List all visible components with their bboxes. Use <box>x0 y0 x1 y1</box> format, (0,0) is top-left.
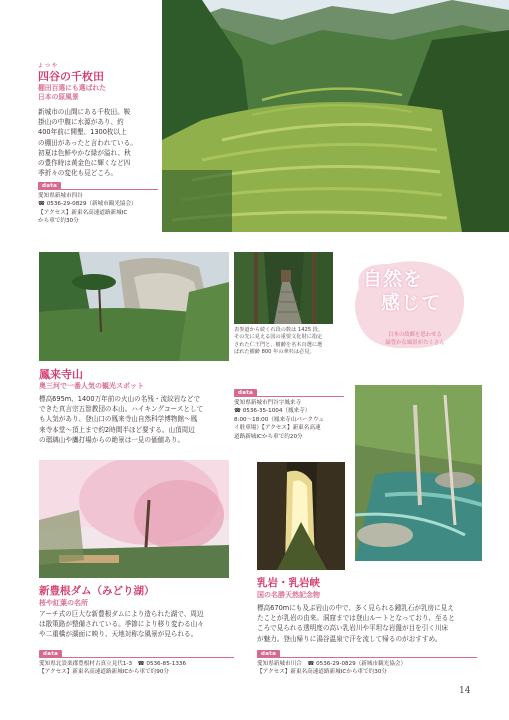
info-line: 8:00〜18:00（鳳来寺山パークウェ <box>234 416 324 423</box>
senmaida-body <box>38 107 160 178</box>
subtitle-line: 棚田百選にも選ばれた <box>38 84 106 92</box>
shintoyone-info <box>39 660 239 677</box>
cave-photo <box>257 462 345 570</box>
badge-tagline <box>365 332 465 347</box>
title-ruby: よつや <box>38 63 60 69</box>
body-line: 掛山の中腹に水源があり、約 <box>38 118 124 127</box>
data-tag: data <box>38 182 61 190</box>
horaiji-info <box>234 399 354 441</box>
info-line: 【アクセス】新東名高速道路新城IC <box>38 209 128 216</box>
page-number: 14 <box>459 686 471 696</box>
body-line: 来寺本堂〜頂上まで約2時間半ほど要する。山頂周辺 <box>39 425 195 434</box>
body-line: できた真言宗五智教団の本山。ハイキングコースとして <box>39 405 204 414</box>
shintoyone-subtitle: 桜や紅葉の名所 <box>39 599 88 607</box>
caption-line: された仁王門と、樹齢を名木百選に選 <box>234 341 323 348</box>
horaiji-subtitle: 奥三河で一番人気の観光スポット <box>39 382 144 390</box>
info-line: から車で約30分 <box>38 218 79 225</box>
info-line: ☎ 0536-29-0829（新城市観光協会） <box>38 201 137 208</box>
body-line: たことが乳岩の由来。洞窟までは登山ルートとなっており、至ると <box>257 614 455 623</box>
data-divider <box>234 396 344 397</box>
gorge-river-photo <box>355 385 482 561</box>
stone-steps-photo <box>234 252 333 324</box>
subtitle-line: 日本の原風景 <box>38 93 79 101</box>
senmaida-title: 四谷の千枚田 <box>38 70 104 83</box>
chichiiwa-body <box>257 603 487 644</box>
body-line: の豊作時は黄金色に輝くなど四 <box>38 159 131 168</box>
chichiiwa-info <box>257 660 487 677</box>
body-line: が魅力。登山帰りに湯谷温泉で汗を流して帰るのがおすすめ。 <box>257 634 442 643</box>
rice-terraces-photo <box>162 0 509 232</box>
info-line: イ駐車場）【アクセス】新東名高速 <box>234 425 321 432</box>
info-line: 愛知県北設楽郡豊根村古真立見代1-3 ☎ 0536-85-1336 <box>39 661 187 667</box>
data-divider <box>257 657 477 658</box>
info-line: 【アクセス】新東名高速道路新城ICから車で約30分 <box>257 669 387 676</box>
body-line: 新城市の山間にある千枚田。鞍 <box>38 108 131 116</box>
body-line: 初夏は色鮮やかな緑が溢れ、秋 <box>38 148 131 157</box>
horaiji-title: 鳳来寺山 <box>39 368 83 381</box>
tagline-line: 日本の故郷を思わせる <box>388 332 442 338</box>
horaiji-cliff-photo <box>39 252 229 361</box>
badge-line1: 自然を <box>363 268 424 290</box>
body-line: の瑠璃山や鷹打場からの絶景は一見の価値あり。 <box>39 435 185 444</box>
body-line: アーチ式の巨大な新豊根ダムにより造られた湖で、周辺 <box>39 610 204 618</box>
chichiiwa-subtitle: 国の名勝天然記念物 <box>257 591 320 599</box>
steps-caption <box>234 327 352 357</box>
body-line: 400年前に開墾、1300枚以上 <box>38 128 127 137</box>
nature-badge <box>349 258 471 354</box>
tagline-line: 緑豊かな風景がたくさん <box>385 339 445 346</box>
data-divider <box>38 189 158 190</box>
info-line: 【アクセス】新東名高速道路新城ICから車で約90分 <box>39 669 169 676</box>
caption-line: ばれた樹齢 800 年の傘杉は必見。 <box>234 349 315 356</box>
info-line: 道路新城ICから車で約20分 <box>234 433 303 440</box>
caption-line: その先に見える国の重要文化財に指定 <box>234 334 323 341</box>
senmaida-info <box>38 192 163 226</box>
info-line: 愛知県新城市四谷 <box>38 193 83 199</box>
body-line: ころで見られる透明度の高い乳岩川や平坦な岩盤が目を引く川床 <box>257 624 449 633</box>
caption-line: 表参道から続く石段の数は 1425 段。 <box>234 327 324 333</box>
body-line: も人気があり、登山口の鳳来寺山自然科学博物館〜鳳 <box>39 415 198 424</box>
data-divider <box>39 657 234 658</box>
shintoyone-body <box>39 609 239 640</box>
data-tag: data <box>234 389 257 397</box>
info-line: 愛知県新城市門谷字鳳来寺 <box>234 400 302 406</box>
info-line: ☎ 0536-35-1004（鳳来寺） <box>234 408 311 415</box>
body-line: の棚田があったと言われている。 <box>38 138 137 147</box>
body-line: は散策路が整備されている。季節により移り変わる山々 <box>39 620 204 629</box>
badge-line2: 感じて <box>381 292 442 314</box>
body-line: や二重橋が湖面に映り、天地対称な風景が見られる。 <box>39 630 198 639</box>
info-line: 愛知県新城市川合 ☎ 0536-29-0829（新城市観光協会） <box>257 661 407 667</box>
shintoyone-title: 新豊根ダム（みどり湖） <box>39 585 155 597</box>
body-line: 季折々の変化も見どころ。 <box>38 169 118 178</box>
body-line: 標高695m、1400万年前の火山の名残・流紋岩などで <box>39 395 201 403</box>
chichiiwa-title: 乳岩・乳岩峡 <box>257 577 320 589</box>
data-tag: data <box>257 650 280 658</box>
cherry-blossom-dam-photo <box>39 460 229 578</box>
horaiji-body <box>39 394 229 445</box>
data-tag: data <box>39 650 62 658</box>
senmaida-subtitle <box>38 84 106 102</box>
body-line: 標高670mにも及ぶ岩山の中で、多く見られる鍾乳石が乳房に見え <box>257 604 454 612</box>
